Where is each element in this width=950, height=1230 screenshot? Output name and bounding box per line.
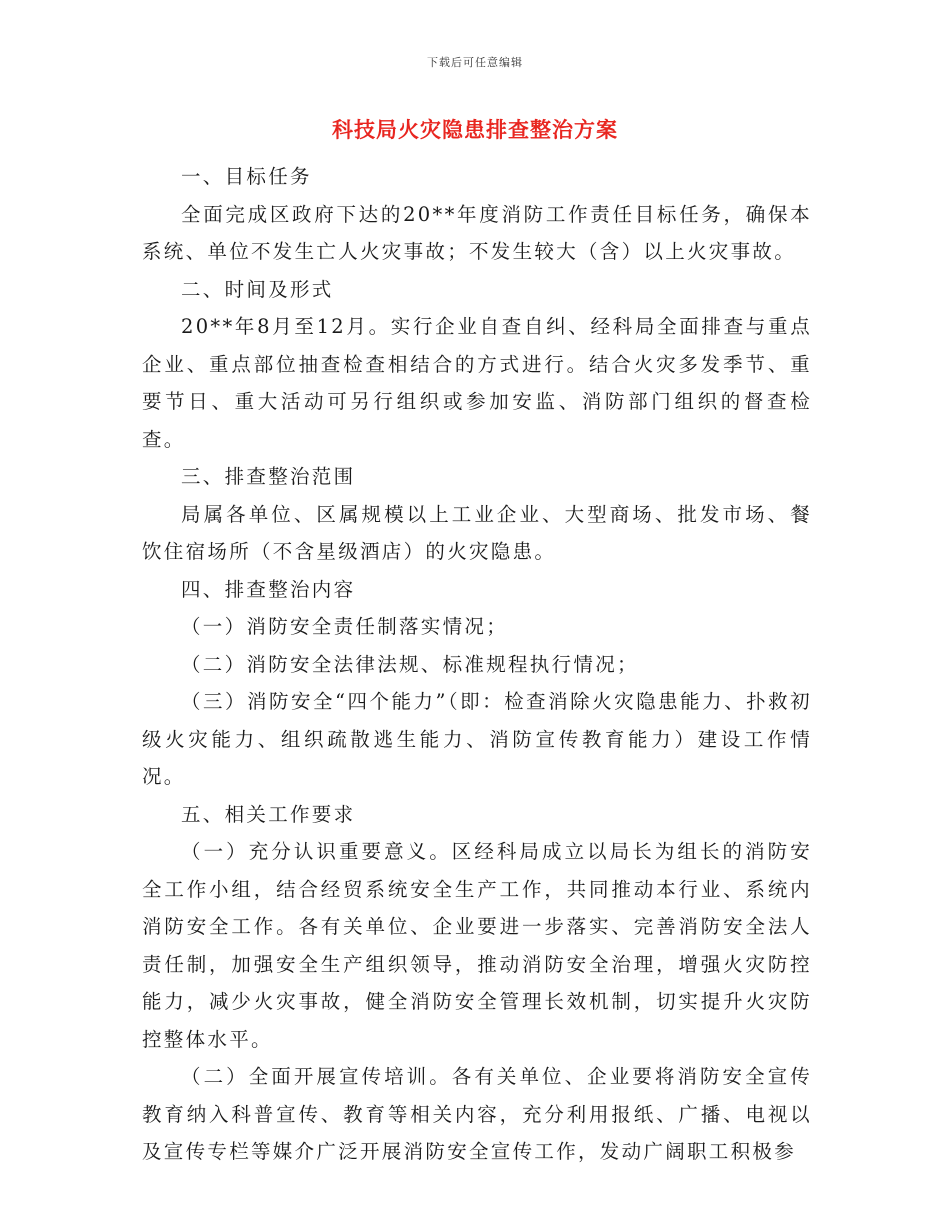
header-note: 下载后可任意编辑 [427,56,523,69]
list-item-content-3: （三）消防安全“四个能力”（即：检查消除火灾隐患能力、扑救初级火灾能力、组织疏散逃生能力、消防宣传教育能力）建设工作情况。 [142,690,812,788]
paragraph-requirement-1: （一）充分认识重要意义。区经科局成立以局长为组长的消防安全工作小组，结合经贸系统安全生产工作，共同推动本行业、系统内消防安全工作。各有关单位、企业要进一步落实、完善消防安全法人责任制，加强安全生产组织领导，推动消防安全治理，增强火灾防控能力，减少火灾事故，健全消防安全管理长效机制，切实提升火灾防控整体水平。 [142,840,812,1051]
section-heading-content: 四、排查整治内容 [181,577,356,601]
paragraph-schedule: 20**年8月至12月。实行企业自查自纠、经科局全面排查与重点企业、重点部位抽查检查相结合的方式进行。结合火灾多发季节、重要节日、重大活动可另行组织或参加安监、消防部门组织的督查检查。 [142,315,812,451]
document-body [142,158,812,1171]
section-heading-schedule: 二、时间及形式 [181,277,334,301]
section-heading-requirements: 五、相关工作要求 [181,802,356,826]
section-heading-scope: 三、排查整治范围 [181,465,356,488]
paragraph-scope: 局属各单位、区属规模以上工业企业、大型商场、批发市场、餐饮住宿场所（不含星级酒店）的火灾隐患。 [142,502,812,563]
document-title: 科技局火灾隐患排查整治方案 [332,117,618,142]
paragraph-goals: 全面完成区政府下达的20**年度消防工作责任目标任务，确保本系统、单位不发生亡人火灾事故；不发生较大（含）以上火灾事故。 [142,202,812,263]
list-item-content-2: （二）消防安全法律法规、标准规程执行情况； [181,652,639,676]
section-heading-goals: 一、目标任务 [181,165,312,188]
list-item-content-1: （一）消防安全责任制落实情况； [181,615,509,638]
paragraph-requirement-2: （二）全面开展宣传培训。各有关单位、企业要将消防安全宣传教育纳入科普宣传、教育等相关内容，充分利用报纸、广播、电视以及宣传专栏等媒介广泛开展消防安全宣传工作，发动广阔职工积极参 [142,1065,812,1163]
